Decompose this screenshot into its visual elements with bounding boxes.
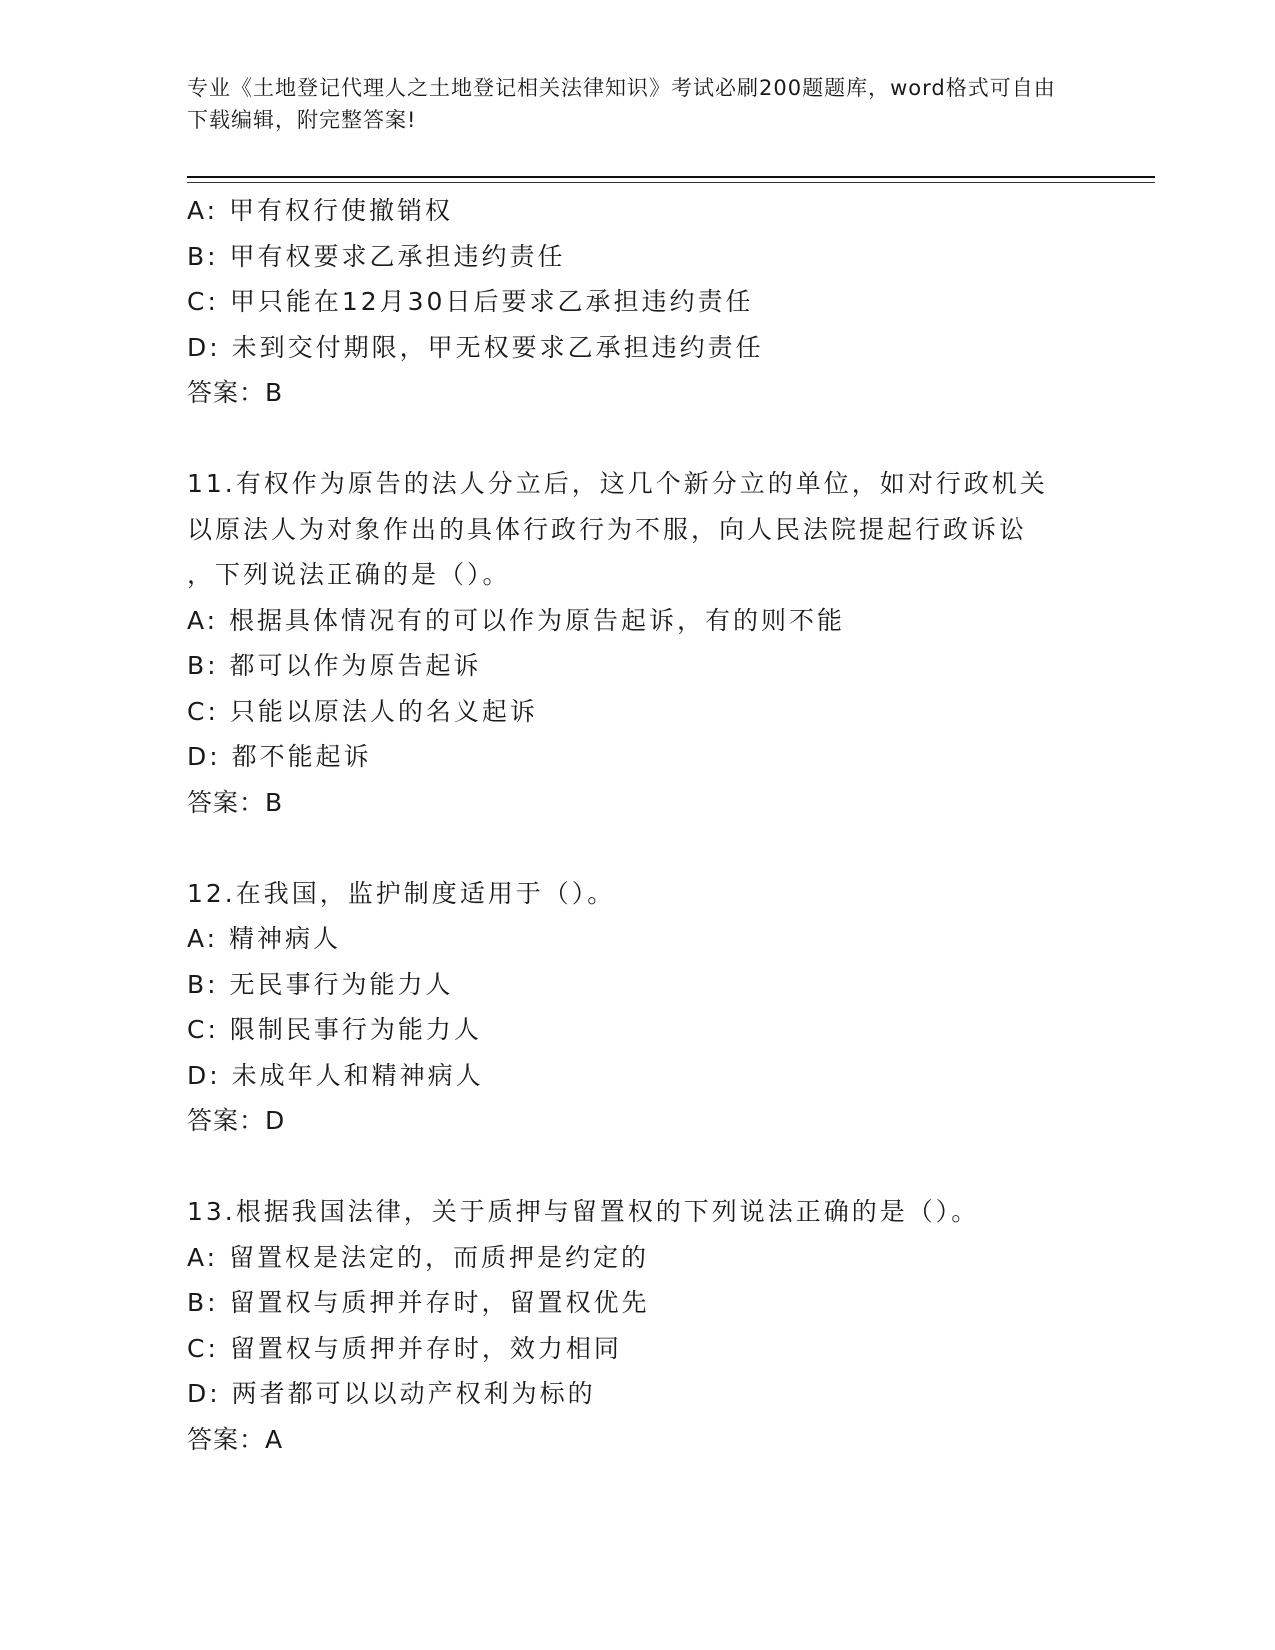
question-11 (187, 461, 1087, 825)
spacer (187, 416, 1087, 462)
header-rule-thick (187, 176, 1155, 178)
option-b: B: 无民事行为能力人 (187, 969, 454, 999)
option-c: C: 只能以原法人的名义起诉 (187, 696, 538, 726)
answer: 答案：A (187, 1424, 284, 1454)
option-c: C: 留置权与质押并存时，效力相同 (187, 1333, 622, 1363)
option-d: D: 未到交付期限，甲无权要求乙承担违约责任 (187, 332, 764, 362)
option-d: D: 都不能起诉 (187, 742, 372, 771)
option-c: C: 甲只能在12月30日后要求乙承担违约责任 (187, 287, 754, 316)
option-d: D: 两者都可以以动产权利为标的 (187, 1379, 596, 1408)
spacer (187, 825, 1087, 871)
answer: 答案：B (187, 378, 284, 407)
question-stem: 12.在我国，监护制度适用于（）。 (187, 878, 616, 908)
document-header: 专业《土地登记代理人之土地登记相关法律知识》考试必刷200题题库，word格式可自由下载编辑，附完整答案! (187, 76, 1056, 132)
option-a: A: 留置权是法定的，而质押是约定的 (187, 1242, 650, 1272)
question-list (187, 188, 1087, 1462)
question-stem: 13.根据我国法律，关于质押与留置权的下列说法正确的是（）。 (187, 1197, 980, 1226)
question-10 (187, 188, 1087, 416)
option-b: B: 甲有权要求乙承担违约责任 (187, 241, 566, 271)
answer: 答案：D (187, 1106, 286, 1135)
option-d: D: 未成年人和精神病人 (187, 1060, 484, 1090)
option-b: B: 都可以作为原告起诉 (187, 651, 482, 680)
option-c: C: 限制民事行为能力人 (187, 1015, 482, 1044)
option-a: A: 精神病人 (187, 924, 342, 953)
question-stem: 11.有权作为原告的法人分立后，这几个新分立的单位，如对行政机关 (187, 469, 1048, 498)
answer: 答案：B (187, 787, 284, 817)
option-a: A: 根据具体情况有的可以作为原告起诉，有的则不能 (187, 605, 846, 635)
question-12 (187, 871, 1087, 1144)
option-b: B: 留置权与质押并存时，留置权优先 (187, 1288, 650, 1317)
option-a: A: 甲有权行使撤销权 (187, 196, 454, 225)
question-stem: ，下列说法正确的是（）。 (187, 560, 511, 589)
header-rule-thin (187, 182, 1155, 183)
question-13 (187, 1189, 1087, 1462)
spacer (187, 1144, 1087, 1190)
question-stem: 以原法人为对象作出的具体行政行为不服，向人民法院提起行政诉讼 (187, 514, 1028, 544)
